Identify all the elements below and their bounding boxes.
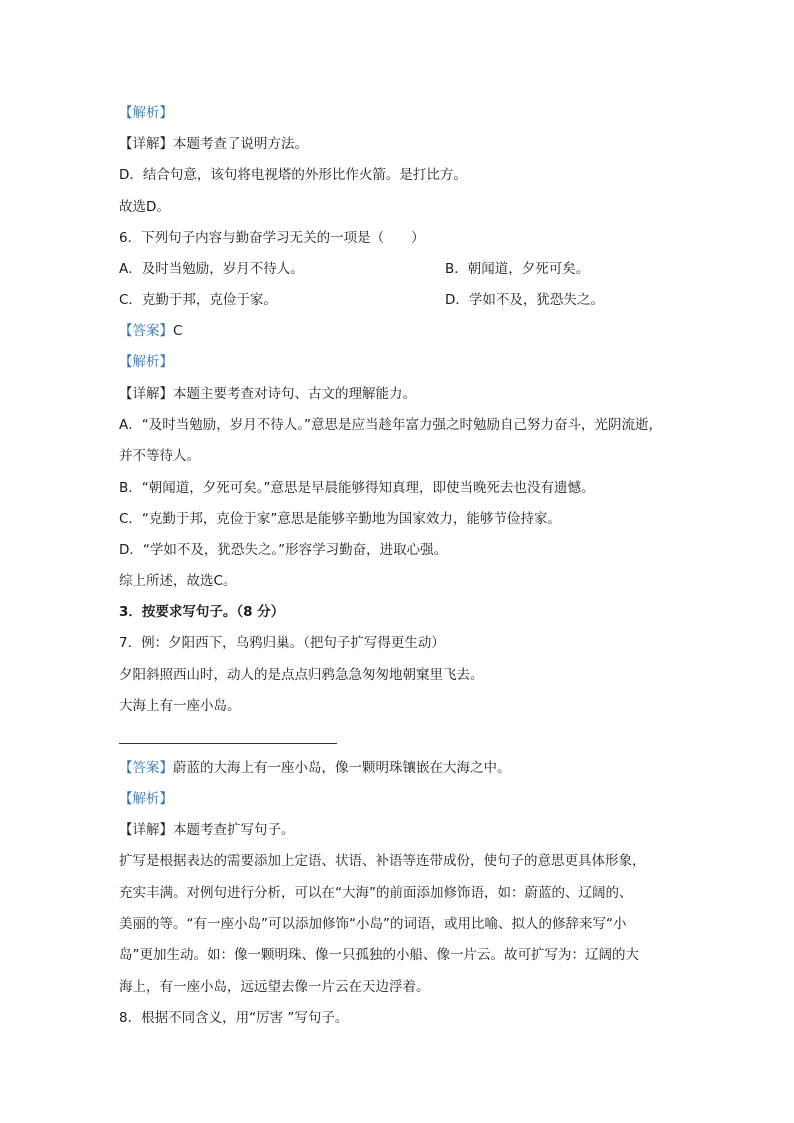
explanation-line: 充实丰满。对例句进行分析，可以在“大海”的前面添加修饰语，如：蔚蓝的、辽阔的、 <box>119 885 633 901</box>
detail-line <box>119 385 416 403</box>
detail-text: 本题主要考查对诗句、古文的理解能力。 <box>173 386 416 402</box>
explanation-line: 岛”更加生动。如：像一颗明珠、像一只孤独的小船、像一片云。故可扩写为：辽阔的大 <box>119 947 639 963</box>
explanation-line: 海上，有一座小岛，远远望去像一片云在天边浮着。 <box>119 979 430 995</box>
option-b: B．朝闻道，夕死可矣。 <box>445 261 590 277</box>
explanation-line: 扩写是根据表达的需要添加上定语、状语、补语等连带成份，使句子的意思更具体形象， <box>119 853 646 869</box>
option-c: C．克勤于邦，克俭于家。 <box>119 292 277 308</box>
detail-text: 本题考查了说明方法。 <box>173 136 308 152</box>
explanation-line: 并不等待人。 <box>119 448 200 464</box>
detail-label: 【详解】 <box>119 386 173 402</box>
explanation-line: D．结合句意，该句将电视塔的外形比作火箭。是打比方。 <box>119 167 467 183</box>
conclusion-line: 故选D。 <box>119 199 170 215</box>
detail-label: 【详解】 <box>119 822 173 838</box>
explanation-line: C．“克勤于邦，克俭于家”意思是能够辛勤地为国家效力，能够节俭持家。 <box>119 511 561 527</box>
explanation-line: D．“学如不及，犹恐失之。”形容学习勤奋，进取心强。 <box>119 542 448 558</box>
analysis-label: 【解析】 <box>119 791 173 807</box>
question-7: 7．例：夕阳西下，乌鸦归巢。（把句子扩写得更生动） <box>119 635 445 651</box>
answer-label: 【答案】 <box>119 323 173 339</box>
option-a: A．及时当勉励，岁月不待人。 <box>119 261 304 277</box>
explanation-line: B．“朝闻道，夕死可矣。”意思是早晨能够得知真理，即使当晚死去也没有遗憾。 <box>119 480 595 496</box>
analysis-label: 【解析】 <box>119 105 173 121</box>
explanation-line: A．“及时当勉励，岁月不待人。”意思是应当趁年富力强之时勉励自己努力奋斗，光阴流逝， <box>119 417 662 433</box>
options-row-1 <box>119 260 590 278</box>
options-row-2 <box>119 291 604 309</box>
prompt-sentence: 大海上有一座小岛。 <box>119 698 241 714</box>
analysis-label: 【解析】 <box>119 354 173 370</box>
option-d: D．学如不及，犹恐失之。 <box>445 292 604 308</box>
answer-line <box>119 322 182 340</box>
answer-label: 【答案】 <box>119 760 173 776</box>
answer-text: C <box>173 323 183 339</box>
answer-text: 蔚蓝的大海上有一座小岛，像一颗明珠镶嵌在大海之中。 <box>173 760 511 776</box>
question-6: 6．下列句子内容与勤奋学习无关的一项是（ ） <box>119 230 425 246</box>
section-heading: 3．按要求写句子。（8 分） <box>119 604 285 620</box>
example-sentence: 夕阳斜照西山时，动人的是点点归鸦急急匆匆地朝窠里飞去。 <box>119 667 484 683</box>
question-8: 8．根据不同含义，用“厉害 ”写句子。 <box>119 1010 349 1026</box>
detail-line <box>119 821 295 839</box>
detail-text: 本题考查扩写句子。 <box>173 822 295 838</box>
answer-line <box>119 759 511 777</box>
detail-label: 【详解】 <box>119 136 173 152</box>
answer-blank <box>119 743 337 744</box>
explanation-line: 美丽的等。“有一座小岛”可以添加修饰“小岛”的词语，或用比喻、拟人的修辞来写“小 <box>119 916 627 932</box>
detail-line <box>119 135 308 153</box>
conclusion-line: 综上所述，故选C。 <box>119 573 237 589</box>
